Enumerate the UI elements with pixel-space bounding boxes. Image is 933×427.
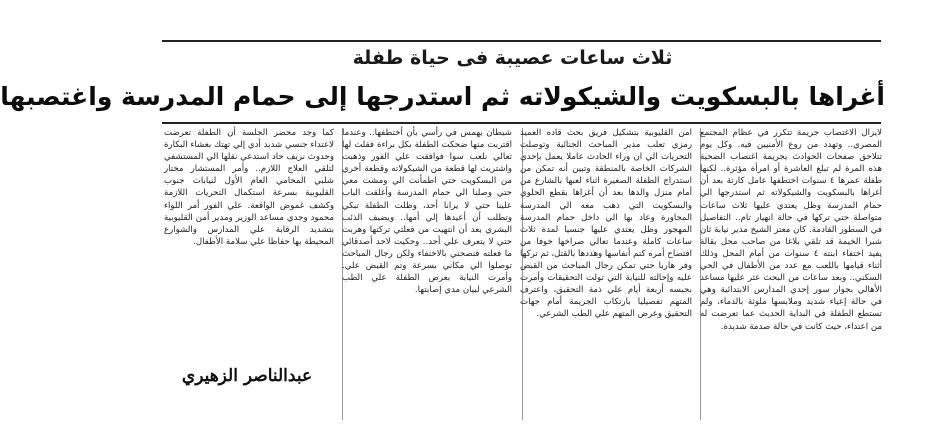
article-kicker: ثلاث ساعات عصيبة فى حياة طفلة xyxy=(352,47,673,69)
article-column-2 xyxy=(520,127,692,422)
headline-rule xyxy=(162,122,881,124)
column-text: شيطان يهمس في رأسي بأن أختطفها.. وعندما اقتربت منها ضحكت الطفلة بكل براءة فقلت لها تعالي نلعب سوا فوافقت علي الفور وذهبت واشتريت لها قطعة من الشيكولاته وقطعة أخري من البسكويت حتي اطمأنت الي ومشت معي حتي وصلنا الي حمام المدرسة وأغلقت الباب علينا حتي لا يرانا أحد، وظلت الطفلة تبكي وتطلب أن أعيدها إلي أمها.. ويضيف الذئب البشري بعد أن انتهيت من فعلتي تركتها وهربت حتي لا يتعرف علي أحد.. وحكيت لاحد أصدقائي ما فعلته فنصحني بالاختفاء ولكن رجال المباحث توصلوا الي مكاني بسرعة وتم القبض علي. وأمرت النيابة بعرض الطفلة علي الطب الشرعي لبيان مدي إصابتها. xyxy=(342,128,512,296)
article-headline: أغراها بالبسكويت والشيكولاته ثم استدرجها إلى حمام المدرسة واغتصبها xyxy=(0,82,885,111)
column-text: كما وجد محضر الجلسة أن الطفلة تعرضت لاعتداء جنسي شديد أدي إلي تهتك بغشاء البكارة وحدوث نزيف حاد استدعي نقلها الي المستشفي لتلقي العلاج اللازم.. وأمر المستشار مختار شلبي المحامي العام الأول لنيابات جنوب القليوبية بسرعة استكمال التحريات اللازمة وكشف غموض الواقعة. علي الفور أمر اللواء محمود وجدي مساعد الوزير ومدير أمن القليوبية بتشديد الرقابة علي المدارس والشوارع المحيطة بها حفاظا علي سلامة الأطفال. xyxy=(164,128,334,247)
top-rule xyxy=(162,40,881,42)
article-column-1 xyxy=(700,127,882,422)
column-text: لايزال الاغتصاب جريمة تتكرر في عظام المجتمع المصري.. وتهدد من روع الأمنيين فيه. وكل يوم تتلاحق صفحات الحوادث بجريمة اغتصاب الضحية هذه المرة لم تبلغ العاشرة أو امرأة مؤثرة.. لكنها طفلة عمرها ٤ سنوات اختطفها عامل كارتة بعد أن أغراها بالبسكويت والشيكولاته ثم استدرجها الي حمام المدرسة وظل يعتدي عليها ثلاث ساعات متواصلة حتي تركها في حالة انهيار تام.. التفاصيل في السطور القادمة. كان معتز الشيخ مدير نيابة ثان شبرا الخيمة قد تلقي بلاغا من صاحب محل بقالة يفيد اختفاء ابنته ٤ سنوات من أمام المحل وذلك أثناء قيامها باللعب مع عدد من الأطفال في الحي السكني.. وبعد ساعات من البحث عثر عليها مساعد الأهالي بجوار سور إحدي المدارس الابتدائية وهي في حالة إعياء شديد وملابسها ملوثة بالدماء، ولم تستطع الطفلة في البداية الحديث عما تعرضت له من اعتداء، حيث كانت في حالة صدمة شديدة. xyxy=(700,128,882,332)
article-byline: عبدالناصر الزهيري xyxy=(181,366,313,386)
article-column-3 xyxy=(342,127,512,422)
article-column-4 xyxy=(164,127,334,367)
column-text: امن القليوبية بتشكيل فريق بحث قاده العميد رمزي تعلب مدير المباحث الجنائية وتوصلت التحريات الي ان وراء الحادث عاملا يعمل بإحدي الشركات الخاصة بالمنطقة وتبين أنه تمكن من استدراج الطفلة الصغيرة اثناء لعبها بالشارع من أمام منزل والدها بعد أن أغراها بقطع الحلوي والبسكويت التي ذهب معه الي المدرسة المجاورة وعاد بها الي داخل حمام المدرسة المهجور وظل يعتدي عليها جنسيا لمدة ثلاث ساعات كاملة وعندما تعالي صراخها خوفا من افتضاح أمره كتم أنفاسها وهددها بالقتل، ثم تركها وفر هاربا حتي تمكن رجال المباحث من القبض عليه وإحالته للنيابة التي تولت التحقيقات وأمرت بحبسه أربعة أيام علي ذمة التحقيق، واعترف المتهم تفصيليا بارتكاب الجريمة أمام جهات التحقيق وعرض المتهم علي الطب الشرعي. xyxy=(520,128,692,320)
